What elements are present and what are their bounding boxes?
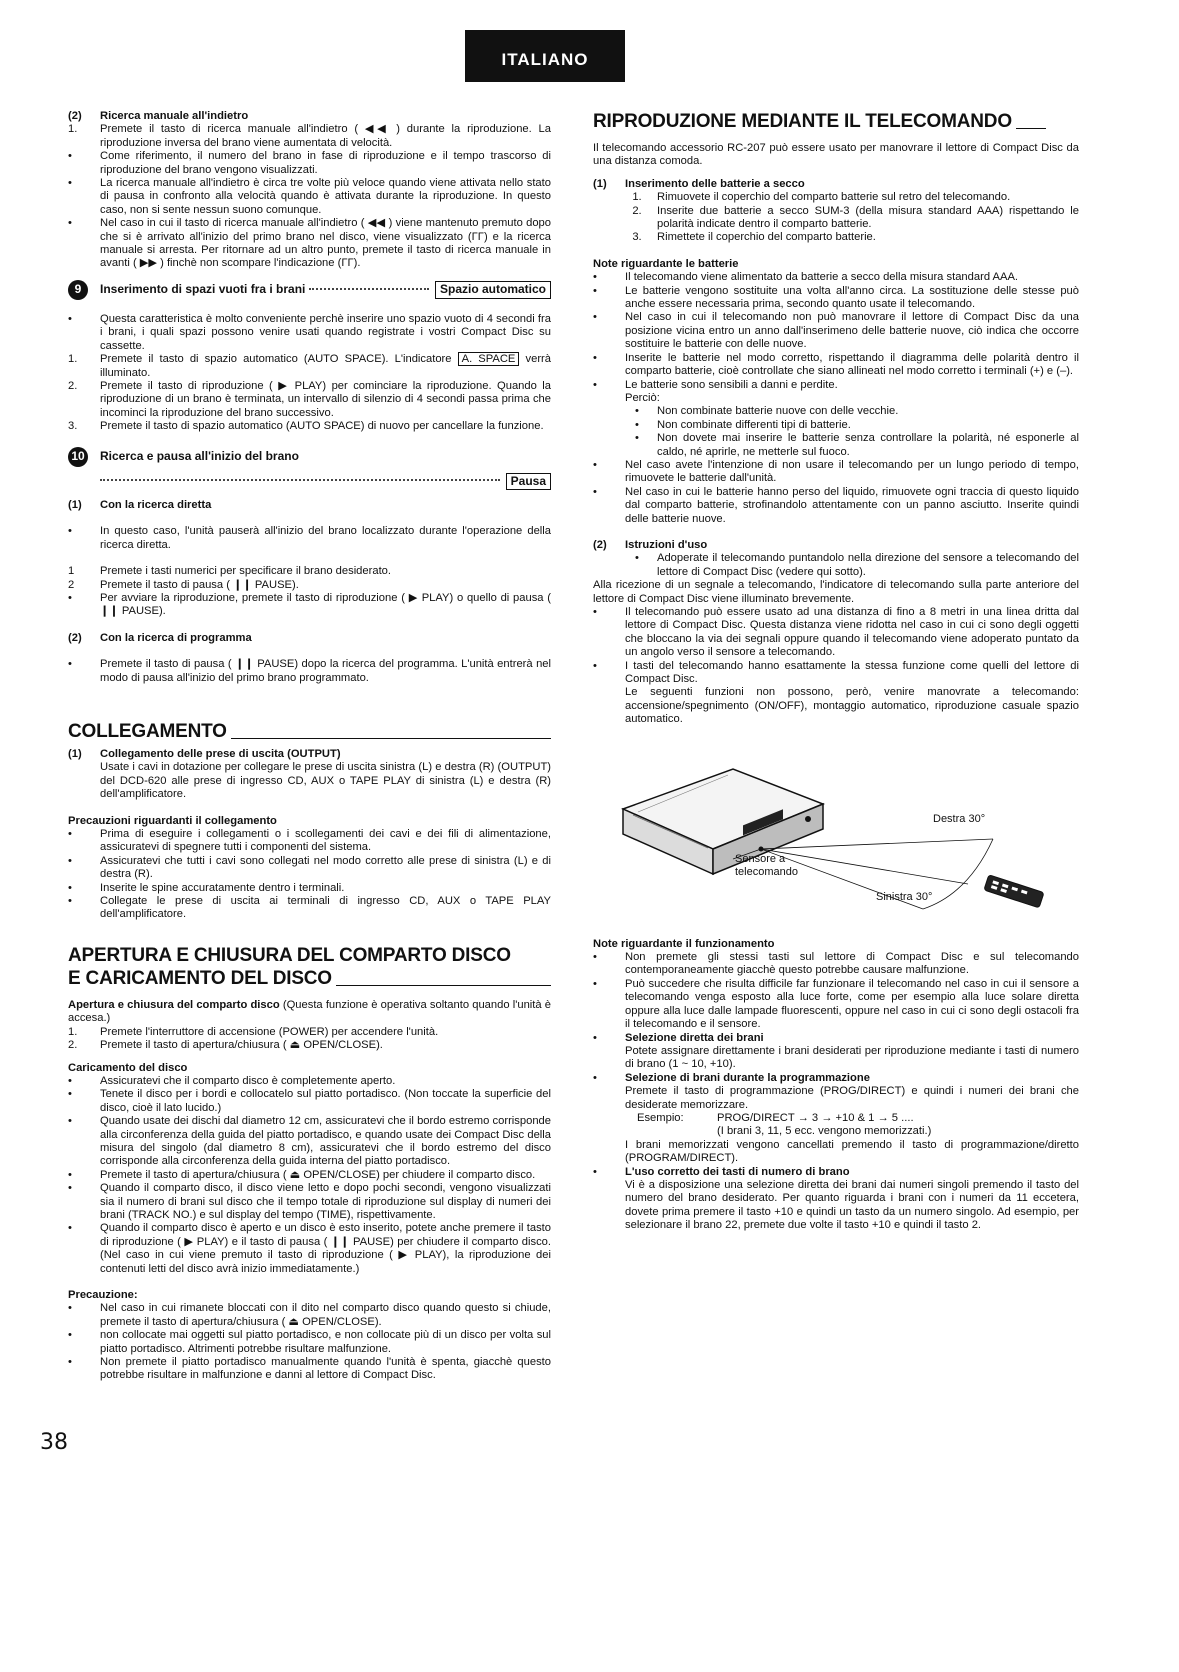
- list-item: 1. Premete il tasto di ricerca manuale all'indietro ( ◀◀ ) durante la riproduzione. La riproduzione inversa del brano viene aumentata di velocità.: [68, 123, 551, 149]
- leader-dots: [100, 478, 500, 481]
- list-item: • Nel caso in cui il telecomando non può manovrare il lettore di Compact Disc da una posizione vicina entro un anno dall'inserimeno delle batterie nuove, ciò indica che occorre sostituire le batterie con delle nuove.: [593, 311, 1079, 351]
- example-block: Esempio: PROG/DIRECT → 3 → +10 & 1 → 5 .... (I brani 3, 11, 5 ecc. vengono memorizzati.): [637, 1111, 932, 1138]
- subsection-heading: Caricamento del disco: [68, 1061, 188, 1074]
- list-item: • La ricerca manuale all'indietro è circa tre volte più veloce quando viene attivata nello stato di pausa in confronto alla velocità quando è attivata durante la riproduzione. In questo caso, non si sente nessun suono comunque.: [68, 177, 551, 216]
- remote-angle-figure: [593, 749, 1079, 929]
- subsection-heading: (2) Con la ricerca di programma: [68, 631, 252, 644]
- list-item: 1. Premete il tasto di spazio automatico (AUTO SPACE). L'indicatore A. SPACE verrà illuminato.: [68, 353, 552, 379]
- list-item: • Premete il tasto di pausa ( ❙❙ PAUSE) dopo la ricerca del programma. L'unità entrerà nel modo di pausa all'inizio del primo brano programmato.: [68, 658, 551, 684]
- list-item: • Nel caso avete l'intenzione di non usare il telecomando per un lungo periodo di tempo, rimuovete le batterie dall'unità.: [593, 458, 1079, 485]
- cd-player-illustration: [593, 749, 1079, 929]
- list-item: • Non dovete mai inserire le batterie senza controllare la polarità, né esponerle al caldo, né aprirle, ne metterle sul fuoco.: [635, 432, 1079, 458]
- subsection-heading: (1) Inserimento delle batterie a secco: [593, 177, 805, 190]
- list-item: • Quando il comparto disco, il disco viene letto e dopo pochi secondi, vengono visualizzati sia il numero di brani sul disco che il tempo totale di riproduzione sul display di numeri dei brani (TRACK NO.) e sul display del tempo (TIME), rispettivamente.: [68, 1182, 551, 1221]
- list-item: 2. Inserite due batterie a secco SUM-3 (della misura standard AAA) rispettando le polarità indicate dentro il comparto batterie.: [632, 204, 1079, 231]
- list-item: • Non combinate batterie nuove con delle vecchie.: [635, 405, 899, 418]
- subsection-heading: (1) Con la ricerca diretta: [68, 498, 212, 511]
- paragraph: Usate i cavi in dotazione per collegare le prese di uscita sinistra (L) e destra (R) (OUTPUT) del DCD-620 alle prese di ingresso CD, AUX o TAPE PLAY di sinistra (L) e destra (R) dell'amplificatore.: [100, 761, 551, 801]
- list-item: • Tenete il disco per i bordi e collocatelo sul piatto portadisco. (Non toccate la superficie del disco, cioè il lato lucido.): [68, 1088, 551, 1114]
- list-item: • Nel caso in cui il tasto di ricerca manuale all'indietro ( ◀◀ ) viene mantenuto premuto dopo che si è arrivato all'inizio del primo brano nel disco, viene visualizzato (ΓΓ) e la ricerca manuale si arresta. Per ritornare ad un altro punto, premete il tasto di ricerca manuale in avanti ( ▶▶ ) finchè non scompare l'indicazione (ΓΓ).: [68, 217, 551, 270]
- list-item: • Assicuratevi che il comparto disco è completemente aperto.: [68, 1074, 396, 1087]
- list-item: • Quando il comparto disco è aperto e un disco è esto inserito, potete anche premere il tasto di riproduzione ( ▶ PLAY) e il tasto di pausa ( ❙❙ PAUSE) per chiudere il comparto disco. (Nel caso in cui viene premuto il tasto di riproduzione ( ▶ PLAY), la riproduzione dei contenuti letti del disco avrà inizio immediatamente.): [68, 1222, 551, 1275]
- right-column: RIPRODUZIONE MEDIANTE IL TELECOMANDO Il telecomando accessorio RC-207 può essere usato per manovrare il lettore di Compact Disc da una distanza comoda. (1) Inserimento delle batterie a secco 1. Rimuovete il coperchio del comparto batterie sul retro del telecomando. 2. Inserite due batterie a secco SUM-3 (della misura standard AAA) rispettando le polarità indicate dentro il comparto batterie. 3. Rimettete il coperchio del comparto batterie. Note riguardante le batterie • Il telecomando viene alimentato da batterie a secco della misura standard AAA. • Le batterie vengono sostituite una volta all'anno circa. La sostituzione delle stesse può anche essere necessaria prima, secondo quanto usate il telecomando. • Nel caso in cui il telecomando non può manovrare il lettore di Compact Disc da una posizione vicina entro un anno dall'inserimeno delle batterie nuove, ciò indica che occorre sostituire le batterie con delle nuove. • Inserite le batterie nel modo corretto, rispettando il diagramma delle polarità dentro il comparto batterie, cioè controllate che siano allineati nel modo corretto i terminali (+) e (–). • Le batterie sono sensibili a danni e perdite. Perciò: • Non combinate batterie nuove con delle vecchie. • Non combinate differenti tipi di batterie. • Non dovete mai inserire le batterie senza controllare la polarità, né esponerle al caldo, né aprirle, ne metterle sul fuoco. • Nel caso avete l'intenzione di non usare il telecomando per un lungo periodo di tempo, rimuovete le batterie dall'unità. • Nel caso in cui le batterie hanno perso del liquido, rimuovete ogni traccia di questo liquido dal comparto batterie, strofinandolo attentamente con un panno asciutto. Inserite quindi delle batterie nuove. (2) Istruzioni d'uso • Adoperate il telecomando puntandolo nella direzione del sensore a telecomando del lettore di Compact Disc (vedere qui sotto). Alla ricezione di un segnale a telecomando, l'indicatore di telecomando sulla parte anteriore del lettore di Compact Disc viene illuminato brevemente. • Il telecomando può essere usato ad una distanza di fino a 8 metri in una linea dritta dal lettore di Compact Disc. Questa distanza viene ridotta nel caso in cui ci sono degli oggetti che bloccano la via dei segnali oppure quando il telecomando viene adoperato puntato da un angolo verso il sensore a telecomando. • I tasti del telecomando hanno esattamente la stessa funzione come quelli del lettore di Compact Disc. Le seguenti funzioni non possono, però, venire manovrate a telecomando: accensione/spegnimento (ON/OFF), montaggio automatico, riproduzione casuale spazio automatico. Destra 30° Sensore a telecomando Sinistra 30° Note riguardante il funzionamento • Non premete gli stessi tasti sul lettore di Compact Disc e sul telecomando contemporaneamente giacchè questo potrebbe causare malfunzione. • Può succedere che risulta difficile far funzionare il telecomando nel caso in cui il sensore a telecomando venga esposto alla luce forte, come per esempio alla luce solare diretta oppure alla luce dalle lampade fluorescenti, oppure nel caso in cui ci sono degli ostacoli fra il telecomando e il sensore. • Selezione diretta dei brani Potete assignare direttamente i brani desiderati per riproduzione mediante i tasti di numero di brano (1 ~ 10, +10). • Selezione di brani durante la programmazione Premete il tasto di programmazione (PROG/DIRECT) e quindi i numeri dei brani che desiderate memorizzare. Esempio: PROG/DIRECT → 3 → +10 & 1 → 5 .... (I brani 3, 11, 5 ecc. vengono memorizzati.) I brani memorizzati vengono cancellati premendo il tasto di programmazione/diretto (PROGRAM/DIRECT). • L'uso corretto dei tasti di numero di brano Vi è a disposizione una selezione diretta dei brani dai numeri singoli premendo il tasto del numero del brano desiderato. Per quanto riguarda i brani con i numeri da 11 eccetera, dovete prima premere il tasto +10 e quindi un tasto da un numero singolo. Ad esempio, per selezionare il brano 22, premete due volte il tasto +10 e quindi il tasto 2.: [593, 111, 1079, 1232]
- section-title-collegamento: COLLEGAMENTO: [68, 720, 551, 743]
- list-item: • Può succedere che risulta difficile far funzionare il telecomando nel caso in cui il sensore a telecomando venga esposto alla luce forte, come per esempio alla luce solare diretta oppure alla luce dalle lampade fluorescenti, oppure nel caso in cui ci sono degli ostacoli fra il telecomando e il sensore.: [593, 977, 1079, 1031]
- list-item: 1. Premete l'interruttore di accensione (POWER) per accendere l'unità.: [68, 1025, 439, 1038]
- section-number-badge: 10: [68, 447, 88, 467]
- list-item: • Quando usate dei dischi dal diametro 12 cm, assicuratevi che il bordo estremo corrisponde alla circonferenza della guida del piatto portadisco, e quando usate dei Compact Disc della misura del singolo (dal diametro 8 cm), assicuratevi che il bordo estremo del disco corrisponde alla circonferenza della guida interna del piatto portadisco.: [68, 1115, 551, 1168]
- list-item: • non collocate mai oggetti sul piatto portadisco, e non collocate più di un disco per volta sul piatto portadisco. Altrimenti potrebbe risultare malfunzione.: [68, 1329, 551, 1355]
- list-item: • L'uso corretto dei tasti di numero di brano: [593, 1165, 850, 1178]
- subsection-heading: Precauzioni riguardanti il collegamento: [68, 814, 277, 827]
- list-item: 3. Rimettete il coperchio del comparto batterie.: [632, 231, 876, 244]
- function-label-box: Pausa: [506, 473, 551, 490]
- list-item: • In questo caso, l'unità pauserà all'inizio del brano localizzato durante l'operazione della ricerca diretta.: [68, 525, 551, 551]
- list-item: • Come riferimento, il numero del brano in fase di riproduzione e il tempo trascorso di riproduzione del brano vengono visualizzati.: [68, 150, 551, 176]
- section-title-apertura: APERTURA E CHIUSURA DEL COMPARTO DISCO: [68, 944, 511, 966]
- subsection-heading: Precauzione:: [68, 1289, 138, 1301]
- list-item: 2 Premete il tasto di pausa ( ❙❙ PAUSE).: [68, 578, 299, 591]
- list-item: • Le batterie sono sensibili a danni e perdite.: [593, 378, 838, 391]
- list-item: • Questa caratteristica è molto conveniente perchè inserire uno spazio vuoto di 4 secondi fra i brani, i quali spazi possono venire usati quando registrate i vostri Compact Disc su cassette.: [68, 312, 551, 352]
- subsection-heading: (1) Collegamento delle prese di uscita (OUTPUT): [68, 748, 341, 760]
- language-tab: ITALIANO: [465, 30, 625, 82]
- list-item: • Non premete il piatto portadisco manualmente quando l'unità è spenta, giacchè questo potrebbe risultare in malfunzione e danni al lettore di Compact Disc.: [68, 1356, 551, 1382]
- list-item: • Non premete gli stessi tasti sul lettore di Compact Disc e sul telecomando contemporaneamente giacchè questo potrebbe causare malfunzione.: [593, 951, 1079, 977]
- list-item: • Inserite le batterie nel modo corretto, rispettando il diagramma delle polarità dentro il comparto batterie, cioè controllate che siano allineati nel modo corretto i terminali (+) e (–).: [593, 351, 1079, 378]
- subsection-heading: (2) Istruzioni d'uso: [593, 538, 708, 551]
- a-space-indicator: A. SPACE: [458, 352, 520, 366]
- function-label-box: Spazio automatico: [435, 281, 551, 298]
- manual-reverse-heading: (2) Ricerca manuale all'indietro: [68, 110, 249, 122]
- list-item: • I tasti del telecomando hanno esattamente la stessa funzione come quelli del lettore di Compact Disc.: [593, 659, 1079, 686]
- list-item: • Le batterie vengono sostituite una volta all'anno circa. La sostituzione delle stesse può anche essere necessaria prima, secondo quanto usate il telecomando.: [593, 284, 1079, 311]
- list-item: • Per avviare la riproduzione, premete il tasto di riproduzione ( ▶ PLAY) o quello di pausa ( ❙❙ PAUSE).: [68, 591, 551, 618]
- label-sensor: Sensore a telecomando: [735, 852, 798, 878]
- label-left-angle: Sinistra 30°: [876, 890, 933, 903]
- paragraph: Apertura e chiusura del comparto disco (Questa funzione è operativa soltanto quando l'unità è accesa.): [68, 998, 552, 1025]
- pause-search-heading: 10 Ricerca e pausa all'inizio del brano: [68, 447, 551, 467]
- subsection-heading: Note riguardante le batterie: [593, 257, 739, 270]
- list-item: • Non combinate differenti tipi di batterie.: [635, 418, 851, 431]
- list-item: 1. Rimuovete il coperchio del comparto batterie sul retro del telecomando.: [632, 191, 1011, 204]
- list-item: • Collegate le prese di uscita ai terminali di ingresso CD, AUX o TAPE PLAY dell'amplificatore.: [68, 895, 551, 921]
- list-item: 2. Premete il tasto di apertura/chiusura ( ⏏ OPEN/CLOSE).: [68, 1039, 383, 1052]
- list-item: 2. Premete il tasto di riproduzione ( ▶ PLAY) per cominciare la riproduzione. Quando la riproduzione di un brano è terminata, un intervallo di silenzio di 4 secondi passa prima che incominci la riproduzione del brano successivo.: [68, 379, 551, 419]
- paragraph: Alla ricezione di un segnale a telecomando, l'indicatore di telecomando sulla parte anteriore del lettore di Compact Disc viene illuminato brevemente.: [593, 579, 1079, 605]
- auto-space-heading: 9 Inserimento di spazi vuoti fra i brani Spazio automatico: [68, 280, 551, 300]
- list-item: • Selezione diretta dei brani: [593, 1031, 764, 1044]
- manual-reverse-list: [68, 123, 551, 270]
- list-item: • Prima di eseguire i collegamenti o i scollegamenti dei cavi e dei fili di alimentazione, assicuratevi di spegnere tutti i componenti del sistema.: [68, 828, 551, 854]
- list-item: • Il telecomando viene alimentato da batterie a secco della misura standard AAA.: [593, 271, 1019, 284]
- list-item: 3. Premete il tasto di spazio automatico (AUTO SPACE) di nuovo per cancellare la funzione.: [68, 420, 544, 433]
- paragraph: Il telecomando accessorio RC-207 può essere usato per manovrare il lettore di Compact Disc da una distanza comoda.: [593, 142, 1079, 168]
- list-item: • Adoperate il telecomando puntandolo nella direzione del sensore a telecomando del lettore di Compact Disc (vedere qui sotto).: [635, 552, 1079, 578]
- section-number-badge: 9: [68, 280, 88, 300]
- list-item: • Selezione di brani durante la programmazione: [593, 1071, 870, 1084]
- leader-dots: [309, 287, 429, 290]
- subsection-heading: Note riguardante il funzionamento: [593, 937, 775, 950]
- list-item: • Il telecomando può essere usato ad una distanza di fino a 8 metri in una linea dritta dal lettore di Compact Disc. Questa distanza viene ridotta nel caso in cui ci sono degli oggetti che bloccano la via dei segnali oppure quando il telecomando viene adoperato puntato da un angolo verso il sensore a telecomando.: [593, 606, 1079, 659]
- list-item: • Inserite le spine accuratamente dentro i terminali.: [68, 881, 345, 894]
- list-item: • Premete il tasto di apertura/chiusura ( ⏏ OPEN/CLOSE) per chiudere il comparto disco.: [68, 1168, 536, 1181]
- page-number: 38: [40, 1430, 68, 1455]
- section-title-telecomando: RIPRODUZIONE MEDIANTE IL TELECOMANDO: [593, 110, 1079, 133]
- list-item: • Nel caso in cui rimanete bloccati con il dito nel comparto disco quando questo si chiude, premete il tasto di apertura/chiusura ( ⏏ OPEN/CLOSE).: [68, 1302, 551, 1328]
- left-column: (2) Ricerca manuale all'indietro 1. Premete il tasto di ricerca manuale all'indietro ( ◀◀ ) durante la riproduzione. La riproduzione inversa del brano viene aumentata di velocità. • Come riferimento, il numero del brano in fase di riproduzione e il tempo trascorso di riproduzione del brano vengono visualizzati. • La ricerca manuale all'indietro è circa tre volte più veloce quando viene attivata nello stato di pausa in confronto alla velocità quando è attivata durante la riproduzione. In questo caso, non si sente nessun suono comunque. • Nel caso in cui il tasto di ricerca manuale all'indietro ( ◀◀ ) viene mantenuto premuto dopo che si è arrivato all'inizio del primo brano nel disco, viene visualizzato (ΓΓ) e la ricerca manuale si arresta. Per ritornare ad un altro punto, premete il tasto di ricerca manuale in avanti ( ▶▶ ) finchè non scompare l'indicazione (ΓΓ). 9 Inserimento di spazi vuoti fra i brani Spazio automatico • Questa caratteristica è molto conveniente perchè inserire uno spazio vuoto di 4 secondi fra i brani, i quali spazi possono venire usati quando registrate i vostri Compact Disc su cassette. 1. Premete il tasto di spazio automatico (AUTO SPACE). L'indicatore A. SPACE verrà illuminato. 2. Premete il tasto di riproduzione ( ▶ PLAY) per cominciare la riproduzione. Quando la riproduzione di un brano è terminata, un intervallo di silenzio di 4 secondi passa prima che incominci la riproduzione del brano successivo. 3. Premete il tasto di spazio automatico (AUTO SPACE) di nuovo per cancellare la funzione. 10 Ricerca e pausa all'inizio del brano Pausa (1) Con la ricerca diretta • In questo caso, l'unità pauserà all'inizio del brano localizzato durante l'operazione della ricerca diretta. 1 Premete i tasti numerici per specificare il brano desiderato. 2 Premete il tasto di pausa ( ❙❙ PAUSE). • Per avviare la riproduzione, premete il tasto di riproduzione ( ▶ PLAY) o quello di pausa ( ❙❙ PAUSE). (2) Con la ricerca di programma • Premete il tasto di pausa ( ❙❙ PAUSE) dopo la ricerca del programma. L'unità entrerà nel modo di pausa all'inizio del primo brano programmato. COLLEGAMENTO (1) Collegamento delle prese di uscita (OUTPUT) Usate i cavi in dotazione per collegare le prese di uscita sinistra (L) e destra (R) (OUTPUT) del DCD-620 alle prese di ingresso CD, AUX o TAPE PLAY di sinistra (L) e destra (R) dell'amplificatore. Precauzioni riguardanti il collegamento • Prima di eseguire i collegamenti o i scollegamenti dei cavi e dei fili di alimentazione, assicuratevi di spegnere tutti i componenti del sistema. • Assicuratevi che tutti i cavi sono collegati nel modo corretto alle prese di sinistra (L) e di destra (R). • Inserite le spine accuratamente dentro i terminali. • Collegate le prese di uscita ai terminali di ingresso CD, AUX o TAPE PLAY dell'amplificatore. APERTURA E CHIUSURA DEL COMPARTO DISCO E CARICAMENTO DEL DISCO Apertura e chiusura del comparto disco (Questa funzione è operativa soltanto quando l'unità è accesa.) 1. Premete l'interruttore di accensione (POWER) per accendere l'unità. 2. Premete il tasto di apertura/chiusura ( ⏏ OPEN/CLOSE). Caricamento del disco • Assicuratevi che il comparto disco è completemente aperto. • Tenete il disco per i bordi e collocatelo sul piatto portadisco. (Non toccate la superficie del disco, cioè il lato lucido.) • Quando usate dei dischi dal diametro 12 cm, assicuratevi che il bordo estremo corrisponde alla circonferenza della guida del piatto portadisco, e quando usate dei Compact Disc della misura del singolo (dal diametro 8 cm), assicuratevi che il bordo estremo del disco corrisponde alla circonferenza della guida interna del piatto portadisco. • Premete il tasto di apertura/chiusura ( ⏏ OPEN/CLOSE) per chiudere il comparto disco. • Quando il comparto disco, il disco viene letto e dopo pochi secondi, vengono visualizzati sia il numero di brani sul disco che il tempo totale di riproduzione sul display di numeri dei brani (TRACK NO.) e sul display del tempo (TIME), rispettivamente. • Quando il comparto disco è aperto e un disco è esto inserito, potete anche premere il tasto di riproduzione ( ▶ PLAY) e il tasto di pausa ( ❙❙ PAUSE) per chiudere il comparto disco. (Nel caso in cui viene premuto il tasto di riproduzione ( ▶ PLAY), la riproduzione dei contenuti letti del disco avrà inizio immediatamente.) Precauzione: • Nel caso in cui rimanete bloccati con il dito nel comparto disco quando questo si chiude, premete il tasto di apertura/chiusura ( ⏏ OPEN/CLOSE). • non collocate mai oggetti sul piatto portadisco, e non collocate più di un disco per volta sul piatto portadisco. Altrimenti potrebbe risultare malfunzione. • Non premete il piatto portadisco manualmente quando l'unità è spenta, giacchè questo potrebbe risultare in malfunzione e danni al lettore di Compact Disc.: [68, 110, 552, 1382]
- list-item: • Nel caso in cui le batterie hanno perso del liquido, rimuovete ogni traccia di questo liquido dal comparto batterie, strofinandolo attentamente con un panno asciutto. Inserite quindi delle batterie nuove.: [593, 485, 1079, 525]
- list-item: 1 Premete i tasti numerici per specificare il brano desiderato.: [68, 565, 392, 578]
- label-right-angle: Destra 30°: [933, 812, 986, 825]
- list-item: • Assicuratevi che tutti i cavi sono collegati nel modo corretto alle prese di sinistra (L) e di destra (R).: [68, 854, 551, 881]
